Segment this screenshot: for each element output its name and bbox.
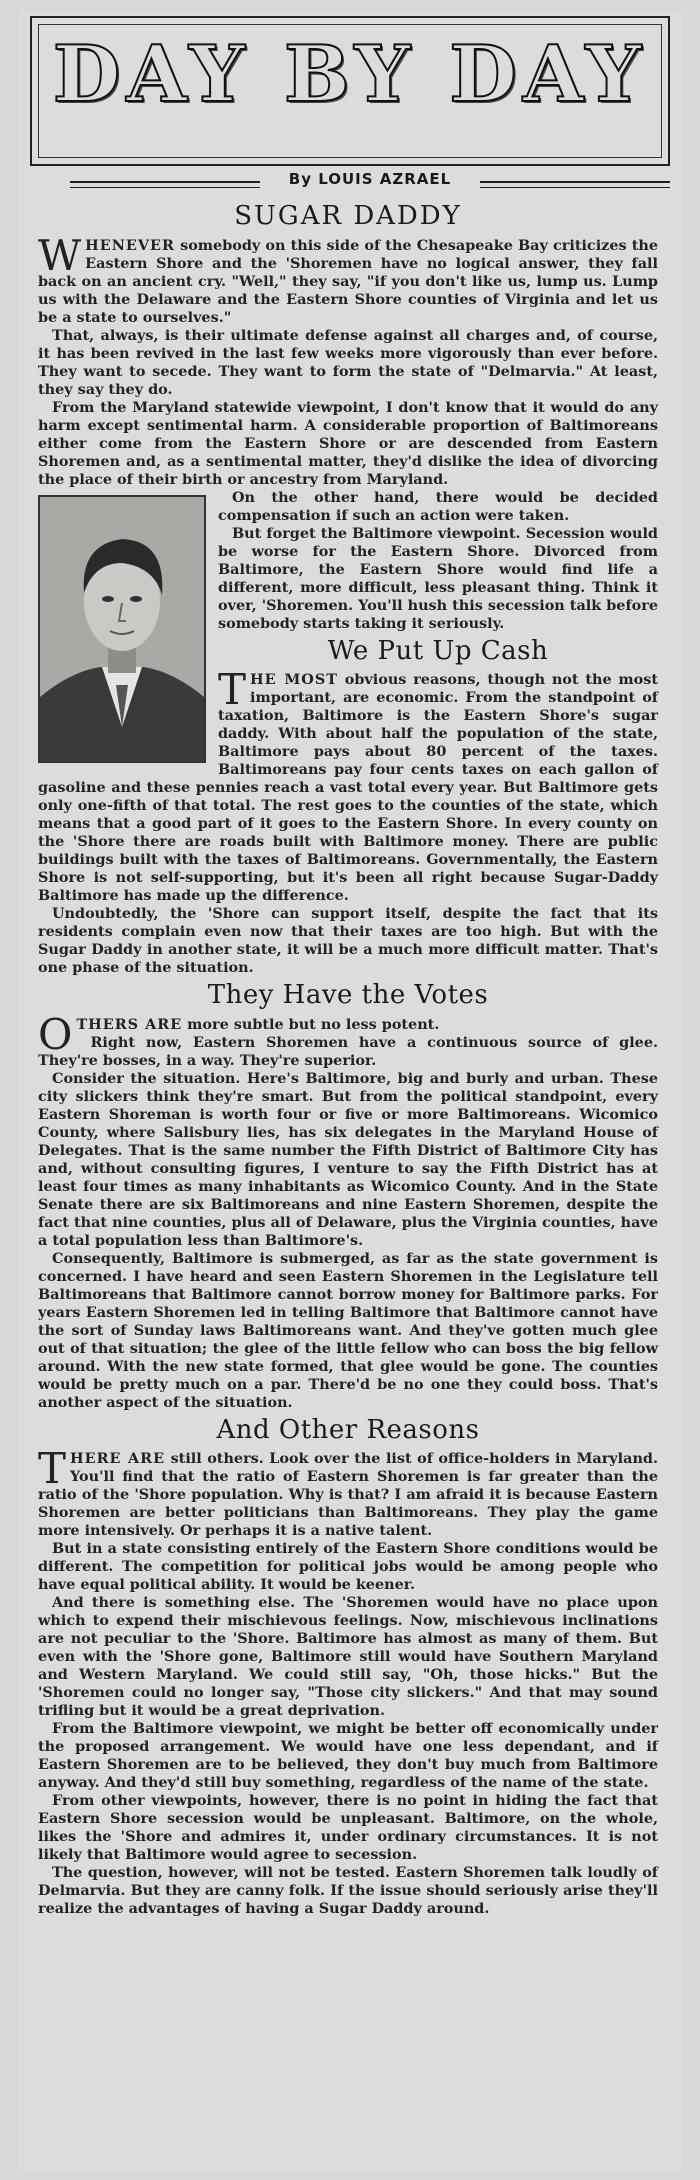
paragraph xyxy=(38,1444,658,1540)
paragraph: On the other hand, there would be decided compensation if such an action were taken. xyxy=(218,488,658,524)
byline-rule-right xyxy=(480,181,670,188)
drop-cap: W xyxy=(38,230,82,280)
article-body xyxy=(38,198,658,1918)
paragraph: Undoubtedly, the 'Shore can support itself, despite the fact that its residents complain even now that their taxes are too high. But with the Sugar Daddy in another state, it will be a much more difficult matter. That's one phase of the situation. xyxy=(38,905,658,977)
section-heading-sugar-daddy: SUGAR DADDY xyxy=(234,201,462,231)
paragraph: Consider the situation. Here's Baltimore, big and burly and urban. These city slickers think they're smart. But from the political standpoint, every Eastern Shoreman is worth four or five or more Baltimoreans. Wicomico County, where Salisbury lies, has six delegates in the Maryland House of Delegates. That is the same number the Fifth District of Baltimore City has and, without consulting figures, I venture to say the Fifth District has at least four times as many inhabitants as Wicomico County. And in the State Senate there are six Baltimoreans and nine Eastern Shoremen, despite the fact that nine counties, plus all of Delaware, plus the Virginia counties, have a total population less than Baltimore's. xyxy=(38,1069,658,1249)
author-portrait xyxy=(38,495,206,763)
lead-word: HE MOST xyxy=(250,671,338,689)
paragraph xyxy=(38,230,658,327)
drop-cap: T xyxy=(38,1444,67,1494)
paragraph: From other viewpoints, however, there is no point in hiding the fact that Eastern Shore secession would be unpleasant. Baltimore, on the whole, likes the 'Shore and admires it, under ordinary circumstances. It is not likely that Baltimore would agree to secession. xyxy=(38,1792,658,1864)
drop-cap: T xyxy=(218,665,247,715)
paragraph: From the Maryland statewide viewpoint, I don't know that it would do any harm except sentimental harm. A considerable proportion of Baltimoreans either come from the Eastern Shore or are descended from Eastern Shoremen and, as a sentimental matter, they'd dislike the idea of divorcing the place of their birth or ancestry from Maryland. xyxy=(38,398,658,488)
paragraph-text: somebody on this side of the Chesapeake Bay criticizes the Eastern Shore and the 'Shoremen have no logical answer, they fall back on an ancient cry. "Well," they say, "if you don't like us, lump us. Lump us with the Delaware and the Eastern Shore counties of Virginia and let us be a state to ourselves." xyxy=(38,236,658,326)
masthead xyxy=(30,16,670,166)
lead-word: HERE ARE xyxy=(70,1450,166,1468)
paragraph: The question, however, will not be tested. Eastern Shoremen talk loudly of Delmarvia. But they are canny folk. If the issue should seriously arise they'll realize the advantages of having a Sugar Daddy around. xyxy=(38,1864,658,1918)
paragraph: From the Baltimore viewpoint, we might be better off economically under the proposed arrangement. We would have one less dependant, and if Eastern Shoremen are to be believed, they don't buy much from Baltimore anyway. And they'd still buy something, regardless of the name of the state. xyxy=(38,1720,658,1792)
lead-word: THERS ARE xyxy=(76,1015,183,1033)
section-heading-they-have-the-votes: They Have the Votes xyxy=(207,980,489,1011)
paragraph: That, always, is their ultimate defense against all charges and, of course, it has been revived in the last few weeks more vigorously than ever before. They want to secede. They want to form the state of "Delmarvia." At least, they say they do. xyxy=(38,326,658,398)
paragraph-text: still others. Look over the list of office-holders in Maryland. You'll find that the ratio of Eastern Shoremen is far greater than the ratio of the 'Shore population. Why is that? I am afraid it is because Eastern Shoremen are better politicians than Baltimoreans. They play the game more intensively. Or perhaps it is a native talent. xyxy=(38,1450,658,1540)
byline-rule-left xyxy=(70,181,260,188)
paragraph: Consequently, Baltimore is submerged, as far as the state government is concerned. I have heard and seen Eastern Shoremen in the Legislature tell Baltimoreans that Baltimore cannot borrow money for Baltimore parks. For years Eastern Shoremen led in telling Baltimore that Baltimore cannot have the sort of Sunday laws Baltimoreans want. And they've gotten much glee out of that situation; the glee of the little fellow who can boss the big fellow around. With the new state formed, that glee would be gone. The counties would be pretty much on a par. There'd be no one they could boss. That's another aspect of the situation. xyxy=(38,1249,658,1411)
paragraph: But in a state consisting entirely of the Eastern Shore conditions would be different. The competition for political jobs would be among people who have equal political ability. It would be keener. xyxy=(38,1540,658,1594)
section-heading-we-put-up-cash: We Put Up Cash xyxy=(327,635,549,666)
drop-cap: O xyxy=(38,1009,73,1059)
paragraph: Right now, Eastern Shoremen have a continuous source of glee. They're bosses, in a way. They're superior. xyxy=(38,1033,658,1069)
masthead-title: DAY BY DAY xyxy=(52,29,648,120)
paragraph-text: more subtle but no less potent. xyxy=(182,1015,440,1033)
lead-word: HENEVER xyxy=(85,236,175,254)
paragraph-text: obvious reasons, though not the most important, are economic. From the standpoint of taxation, Baltimore is the Eastern Shore's sugar daddy. With about half the population of the state, Baltimore pays about 80 percent of the taxes. Baltimoreans pay four cents taxes on each gallon of gasoline and these pennies reach a vast total every year. But Baltimore gets only one-fifth of that total. The rest goes to the counties of the state, which means that a good part of it goes to the Eastern Shore. In every county on the 'Shore there are roads built with Baltimore money. There are public buildings built with the taxes of Baltimoreans. Governmentally, the Eastern Shore is not self-supporting, but it's been all right because Sugar-Daddy Baltimore has made up the difference. xyxy=(38,671,658,905)
paragraph: But forget the Baltimore viewpoint. Secession would be worse for the Eastern Shore. Divorced from Baltimore, the Eastern Shore would find life a different, more difficult, less pleasant thing. Think it over, 'Shoremen. You'll hush this secession talk before somebody starts taking it seriously. xyxy=(218,524,658,632)
byline-row xyxy=(30,170,670,192)
byline: By LOUIS AZRAEL xyxy=(288,170,452,188)
newspaper-column xyxy=(18,10,682,2170)
paragraph: And there is something else. The 'Shoremen would have no place upon which to expend their mischievous feelings. Now, mischievous inclinations are not peculiar to the 'Shore. Baltimore has almost as many of them. But even with the 'Shore gone, Baltimore still would have Southern Maryland and Western Maryland. We could still say, "Oh, those hicks." But the 'Shoremen could no longer say, "Those city slickers." And that may sound trifling but it would be a great deprivation. xyxy=(38,1594,658,1720)
portrait-image xyxy=(40,497,204,761)
section-heading-and-other-reasons: And Other Reasons xyxy=(216,1414,480,1445)
